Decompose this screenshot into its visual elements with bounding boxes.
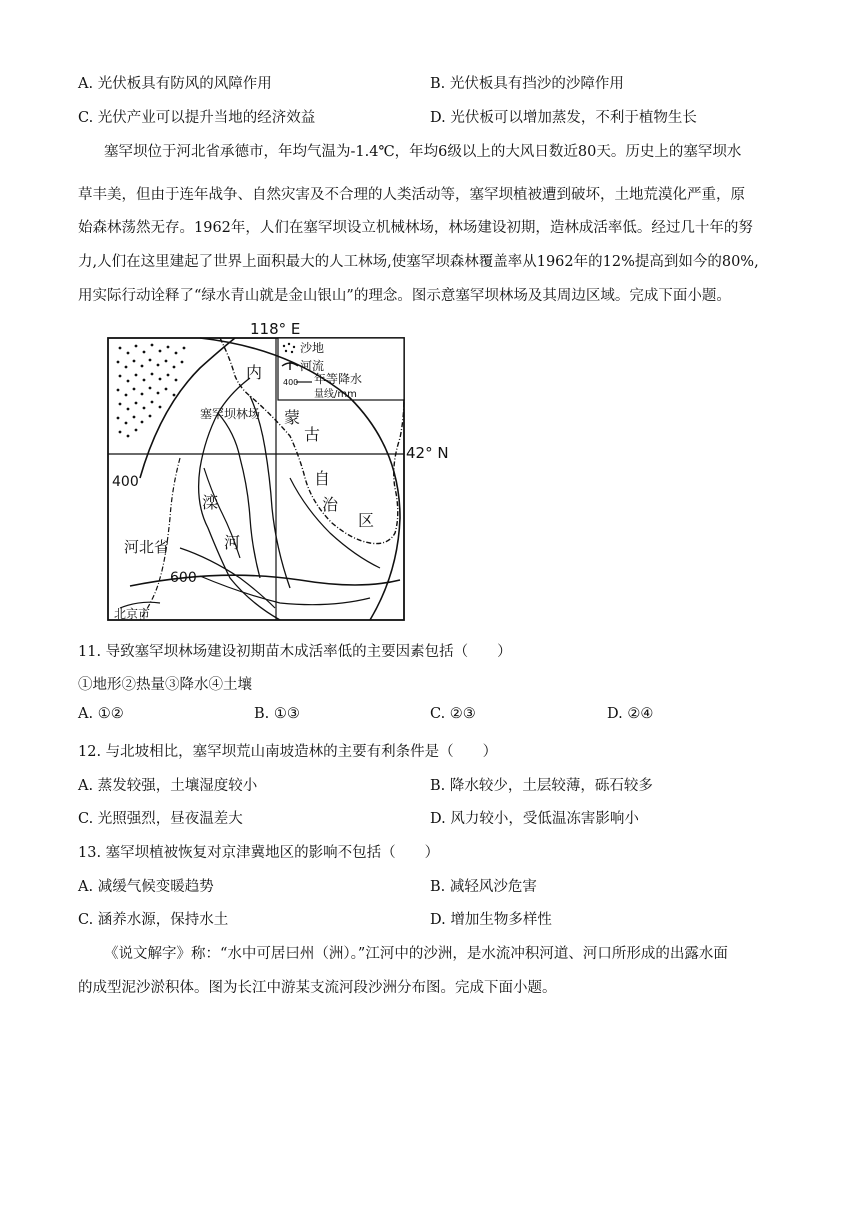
latitude-label: 42° N <box>406 444 449 462</box>
river-label: 河 <box>224 533 241 552</box>
passage-line: 草丰美，但由于连年战争、自然灾害及不合理的人类活动等，塞罕坝植被遭到破坏，土地荒漠化严重，原 <box>78 187 745 203</box>
q12-option-d: D. 风力较小，受低温冻害影响小 <box>430 811 639 827</box>
q13-option-a: A. 减缓气候变暖趋势 <box>78 879 214 895</box>
region-label: 区 <box>358 511 375 530</box>
region-label: 蒙 <box>284 408 301 427</box>
passage-line: 始森林荡然无存。1962年，人们在塞罕坝设立机械林场，林场建设初期，造林成活率低。经过几十年的努 <box>78 220 753 236</box>
passage-line: 力,人们在这里建起了世界上面积最大的人工林场,使塞罕坝森林覆盖率从1962年的12%提高到如今的80%, <box>78 254 759 270</box>
isoline-400-label: 400 <box>112 474 139 490</box>
region-label: 古 <box>304 425 321 444</box>
legend-river-label: 河流 <box>300 359 325 373</box>
q11-option-a: A. ①② <box>78 706 124 722</box>
q13-stem: 13. 塞罕坝植被恢复对京津冀地区的影响不包括（ ） <box>78 845 440 861</box>
saihanba-map <box>100 318 460 624</box>
province-label: 河北省 <box>124 538 170 556</box>
q11-option-c: C. ②③ <box>430 706 476 722</box>
passage-line: 《说文解字》称：“水中可居曰州（洲）。”江河中的沙洲，是水流冲积河道、河口所形成的出露水面 <box>104 946 728 962</box>
region-label: 内 <box>246 363 263 382</box>
legend-iso-label-2: 量线/mm <box>314 389 357 400</box>
q11-option-d: D. ②④ <box>607 706 654 722</box>
passage-line: 用实际行动诠释了“绿水青山就是金山银山”的理念。图示意塞罕坝林场及其周边区域。完成下面小题。 <box>78 288 731 304</box>
q10-option-b: B. 光伏板具有挡沙的沙障作用 <box>430 76 624 92</box>
q10-option-d: D. 光伏板可以增加蒸发，不利于植物生长 <box>430 110 697 126</box>
longitude-label: 118° E <box>250 320 301 338</box>
forest-label: 塞罕坝林场 <box>200 407 261 421</box>
legend-iso-value: 400 <box>283 378 299 387</box>
q12-option-c: C. 光照强烈，昼夜温差大 <box>78 811 243 827</box>
q10-option-a: A. 光伏板具有防风的风障作用 <box>78 76 272 92</box>
region-label: 治 <box>322 495 339 514</box>
q11-option-b: B. ①③ <box>254 706 300 722</box>
city-label: 北京市 <box>114 607 151 621</box>
q12-stem: 12. 与北坡相比，塞罕坝荒山南坡造林的主要有利条件是（ ） <box>78 744 498 760</box>
q13-option-c: C. 涵养水源，保持水土 <box>78 912 229 928</box>
q10-option-c: C. 光伏产业可以提升当地的经济效益 <box>78 110 316 126</box>
q11-stem: 11. 导致塞罕坝林场建设初期苗木成活率低的主要因素包括（ ） <box>78 644 512 660</box>
isoline-600-label: 600 <box>170 570 197 586</box>
region-label: 自 <box>314 469 331 488</box>
river-label: 滦 <box>202 493 219 512</box>
q12-option-b: B. 降水较少，土层较薄，砾石较多 <box>430 778 653 794</box>
q13-option-b: B. 减轻风沙危害 <box>430 879 537 895</box>
passage-line: 塞罕坝位于河北省承德市，年均气温为-1.4℃，年均6级以上的大风日数近80天。历史上的塞罕坝水 <box>104 144 742 160</box>
q12-option-a: A. 蒸发较强，土壤湿度较小 <box>78 778 258 794</box>
legend-sand-label: 沙地 <box>300 341 325 355</box>
q11-items: ①地形②热量③降水④土壤 <box>78 677 252 693</box>
q13-option-d: D. 增加生物多样性 <box>430 912 552 928</box>
legend-iso-label-1: 年等降水 <box>314 372 363 386</box>
passage-line: 的成型泥沙淤积体。图为长江中游某支流河段沙洲分布图。完成下面小题。 <box>78 980 557 996</box>
